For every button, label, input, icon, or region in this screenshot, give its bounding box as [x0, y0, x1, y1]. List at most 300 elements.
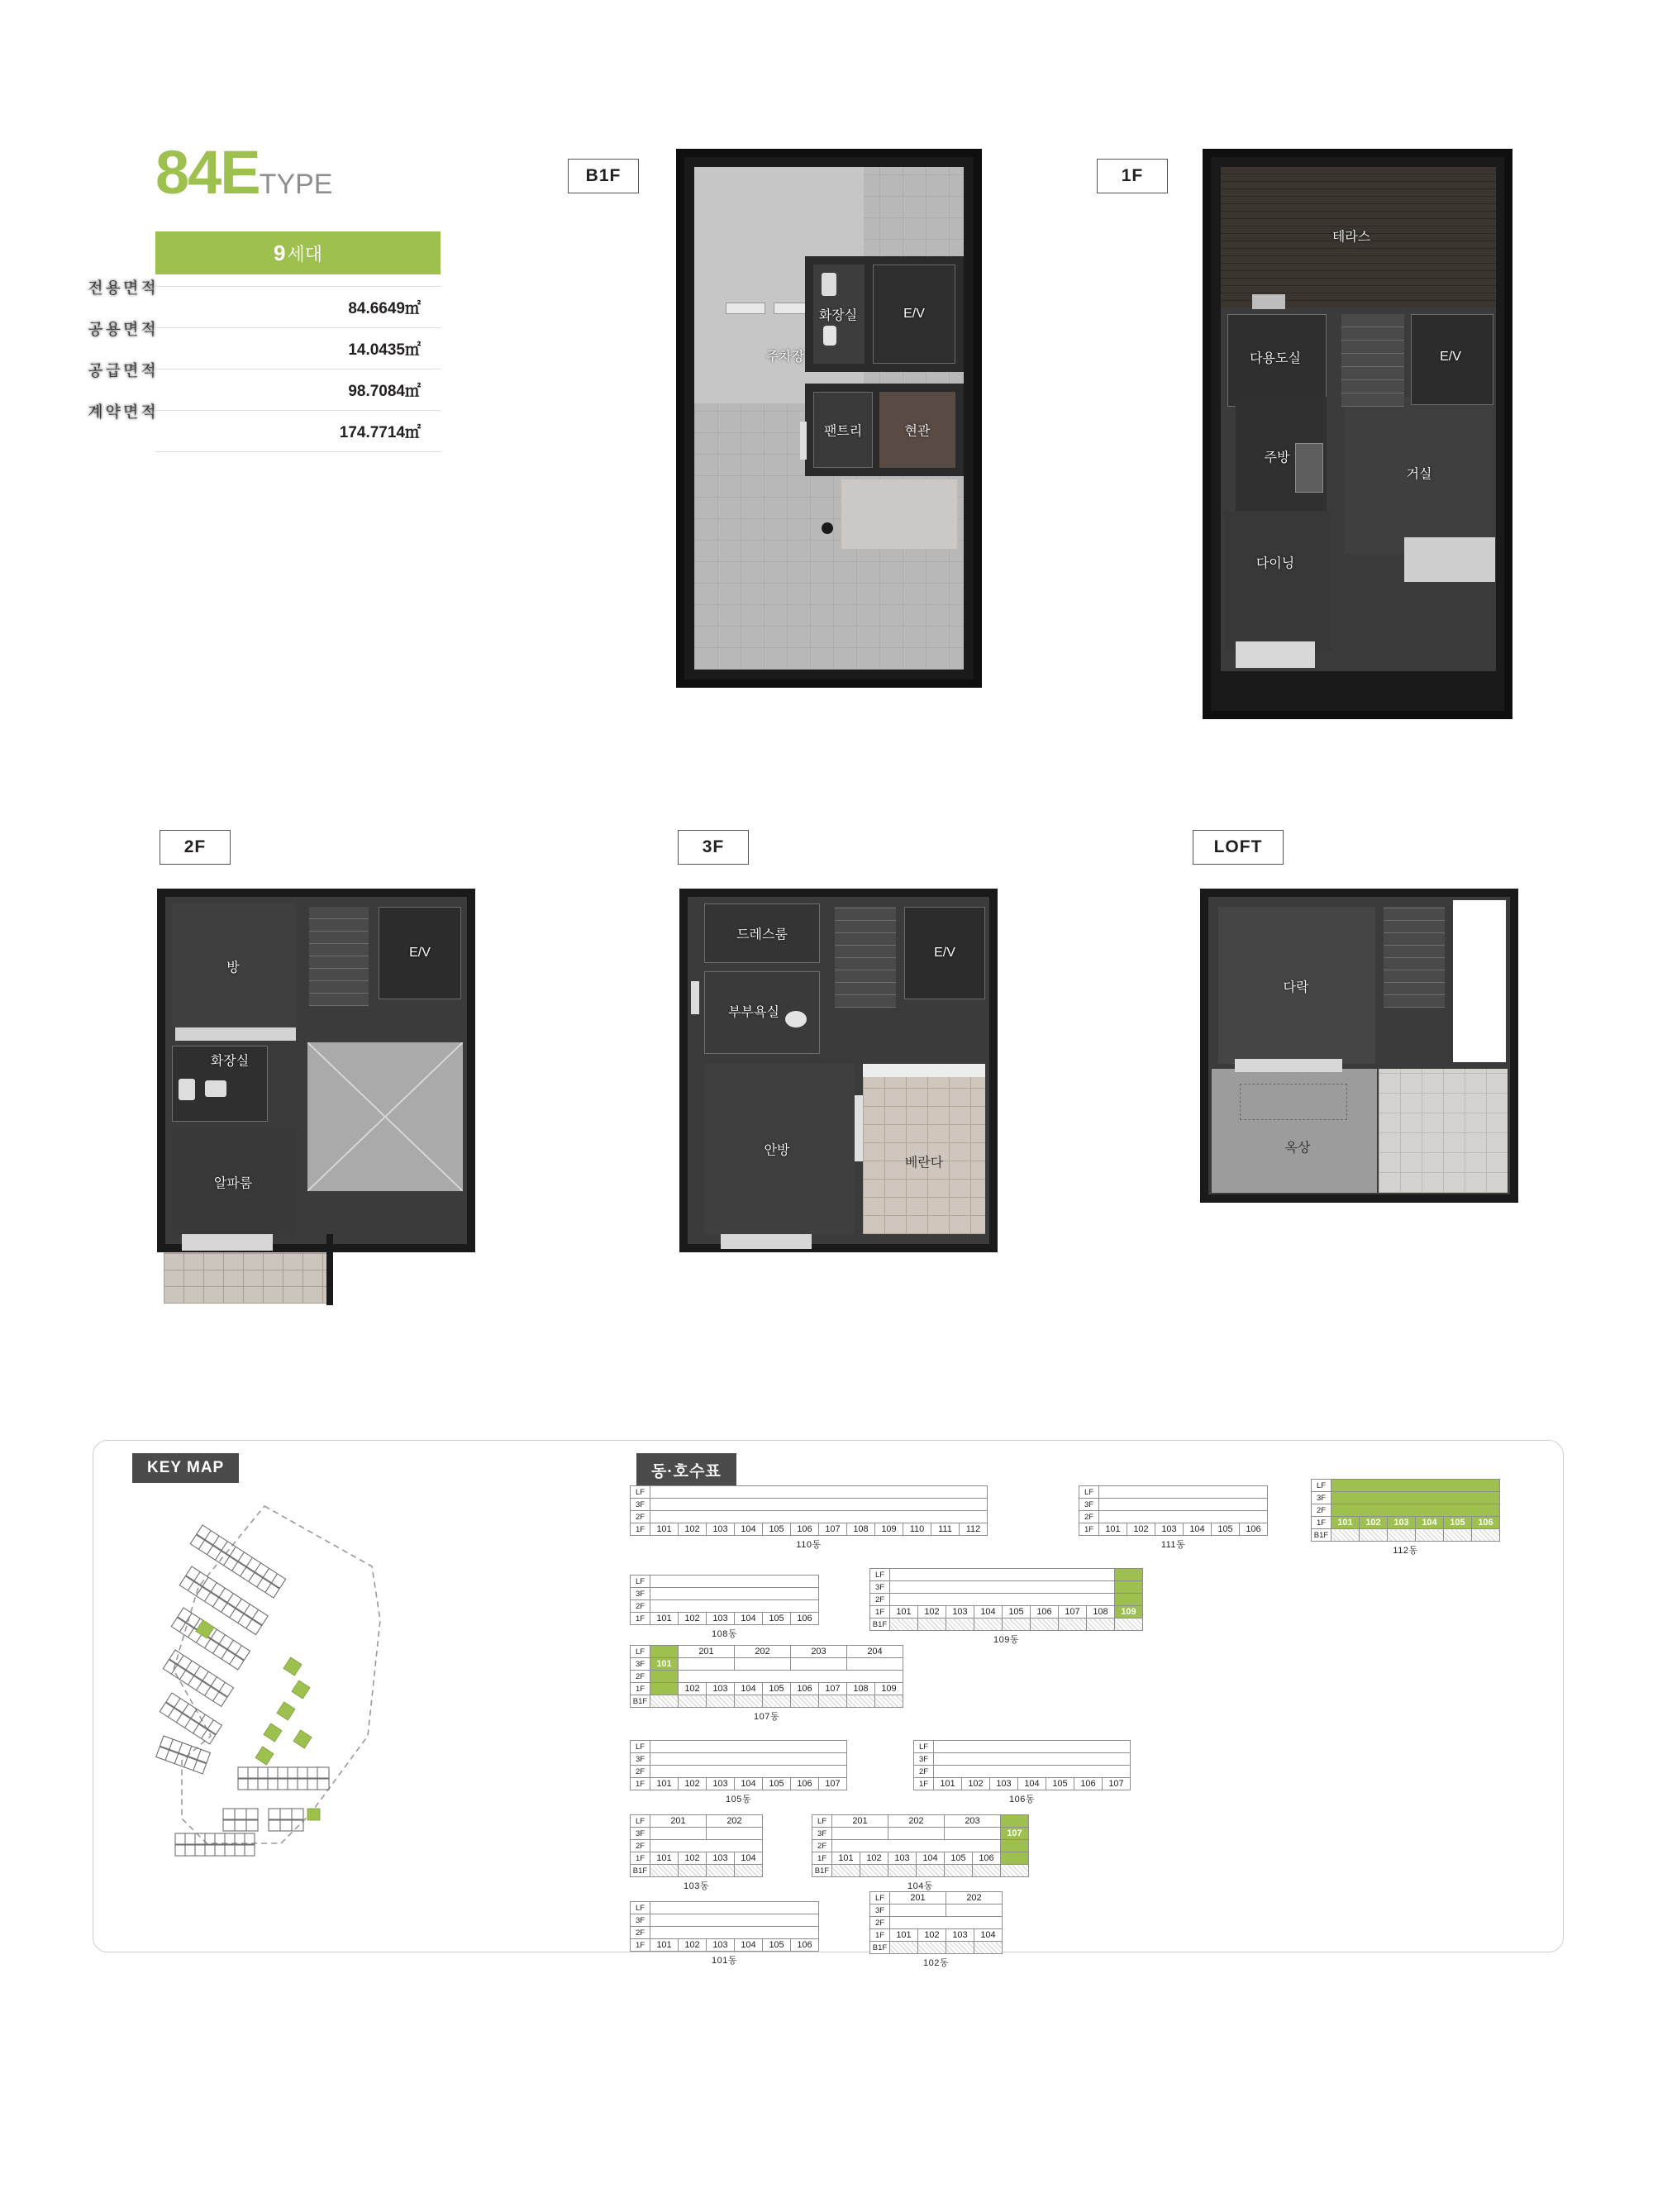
unit-cell: 106	[791, 1939, 819, 1952]
table-row	[631, 1914, 819, 1927]
table-row	[870, 1892, 1003, 1905]
table-row	[631, 1865, 763, 1877]
unit-cell: 102	[679, 1852, 707, 1865]
table-row	[631, 1939, 819, 1952]
floor-cell: 1F	[812, 1852, 832, 1865]
unit-cell: 104	[735, 1939, 763, 1952]
bath-fixture-sink	[205, 1080, 226, 1097]
unit-cell	[1416, 1529, 1444, 1542]
unit-cell	[946, 1942, 974, 1954]
room-label-terrace: 테라스	[1331, 230, 1371, 245]
table-row	[631, 1695, 903, 1708]
dong-table-108	[630, 1575, 819, 1640]
void-cross-icon	[307, 1042, 463, 1191]
bath-fixture-toilet	[823, 326, 836, 346]
door-pantry	[800, 422, 807, 460]
unit-cell: 112	[960, 1523, 988, 1536]
table-row	[631, 1486, 988, 1499]
unit-cell	[1001, 1815, 1029, 1828]
unit-cell	[1331, 1492, 1500, 1504]
bedroom-window	[721, 1234, 812, 1249]
unit-cell: 103	[990, 1778, 1018, 1790]
floor-cell: B1F	[1312, 1529, 1331, 1542]
unit-cell: 104	[735, 1683, 763, 1695]
unit-cell	[888, 1828, 945, 1840]
unit-cell	[890, 1569, 1115, 1581]
floor-cell: B1F	[631, 1865, 650, 1877]
staircase	[1341, 314, 1404, 407]
bath-door	[691, 981, 699, 1014]
unit-cell: 102	[679, 1523, 707, 1536]
floor-cell: 3F	[631, 1753, 650, 1766]
floor-label-loft: LOFT	[1193, 830, 1284, 865]
unit-cell: 105	[1046, 1778, 1074, 1790]
unit-cell: 105	[763, 1523, 791, 1536]
unit-cell	[1099, 1511, 1268, 1523]
floor-cell: LF	[631, 1646, 650, 1658]
unit-cell: 104	[974, 1606, 1003, 1618]
unit-cell: 104	[735, 1778, 763, 1790]
dong-table-109	[869, 1568, 1143, 1646]
units-label: 세대	[287, 243, 322, 265]
unit-cell	[890, 1917, 1003, 1929]
unit-cell	[650, 1865, 679, 1877]
unit-cell	[650, 1600, 819, 1613]
keymap-svg	[124, 1488, 479, 1934]
unit-cell: 201	[890, 1892, 946, 1905]
unit-cell: 106	[791, 1683, 819, 1695]
unit-cell: 103	[1388, 1517, 1416, 1529]
rooftop-dashed-outline	[1240, 1084, 1347, 1120]
veranda-window	[863, 1064, 985, 1077]
floor-cell: 3F	[631, 1828, 650, 1840]
floor-cell: 2F	[812, 1840, 832, 1852]
unit-cell	[1472, 1529, 1500, 1542]
dong-table-107	[630, 1645, 903, 1723]
room-dining	[1224, 511, 1331, 651]
floor-cell: 3F	[631, 1588, 650, 1600]
floor-drain	[822, 522, 833, 534]
unit-cell: 102	[860, 1852, 888, 1865]
unit-cell	[650, 1646, 679, 1658]
floorplan-2f	[157, 889, 488, 1306]
unit-cell	[650, 1695, 679, 1708]
room-rooftop-right	[1379, 1069, 1508, 1193]
table-row	[631, 1927, 819, 1939]
floor-cell: LF	[1079, 1486, 1099, 1499]
floor-cell: 2F	[631, 1671, 650, 1683]
table-row	[870, 1942, 1003, 1954]
entrance-porch	[841, 479, 957, 549]
floor-cell: 3F	[914, 1753, 934, 1766]
balcony-door	[182, 1234, 273, 1251]
unit-cell: 106	[973, 1852, 1001, 1865]
dong-table-103	[630, 1814, 763, 1892]
table-row	[1079, 1486, 1268, 1499]
unit-cell	[1087, 1618, 1115, 1631]
table-row	[812, 1840, 1029, 1852]
staircase	[835, 907, 896, 1008]
table-row	[914, 1778, 1131, 1790]
unit-cell	[679, 1865, 707, 1877]
unit-cell: 105	[1444, 1517, 1472, 1529]
unit-cell	[763, 1695, 791, 1708]
page-title	[155, 138, 441, 207]
unit-table	[630, 1575, 819, 1625]
floor-cell: LF	[631, 1815, 650, 1828]
unit-cell	[650, 1671, 679, 1683]
parking-marking-left	[726, 303, 765, 314]
dong-table-111	[1079, 1485, 1268, 1551]
floor-cell: LF	[631, 1902, 650, 1914]
unit-cell: 103	[707, 1852, 735, 1865]
unit-cell: 108	[847, 1523, 875, 1536]
floor-cell: 1F	[631, 1683, 650, 1695]
unit-cell: 105	[1212, 1523, 1240, 1536]
site-boundary	[174, 1506, 380, 1843]
unit-cell	[890, 1905, 946, 1917]
unit-cell: 103	[1155, 1523, 1184, 1536]
unit-cell: 102	[679, 1778, 707, 1790]
unit-table	[630, 1485, 988, 1536]
floor-cell: 3F	[631, 1499, 650, 1511]
living-balcony	[1404, 537, 1495, 582]
unit-cell	[847, 1695, 875, 1708]
unit-cell	[819, 1695, 847, 1708]
unit-cell	[832, 1865, 860, 1877]
table-row	[870, 1917, 1003, 1929]
unit-cell	[832, 1840, 1001, 1852]
unit-cell: 103	[888, 1852, 917, 1865]
unit-cell: 104	[735, 1613, 763, 1625]
unit-cell: 101	[1099, 1523, 1127, 1536]
unit-cell	[791, 1695, 819, 1708]
attic-window	[1235, 1059, 1342, 1072]
dong-table-101	[630, 1901, 819, 1966]
table-row	[870, 1581, 1143, 1594]
unit-cell	[1001, 1865, 1029, 1877]
room-label-ev: E/V	[409, 946, 431, 960]
unit-cell	[1115, 1581, 1143, 1594]
unit-cell	[890, 1581, 1115, 1594]
unit-cell	[650, 1914, 819, 1927]
unit-table	[1079, 1485, 1268, 1536]
room-label-ev: E/V	[1440, 350, 1461, 364]
room-label-veranda: 베란다	[904, 1156, 944, 1170]
room-label-dining: 다이닝	[1255, 556, 1295, 571]
table-row	[1079, 1511, 1268, 1523]
table-row	[1079, 1523, 1268, 1536]
unit-cell	[832, 1828, 888, 1840]
unit-table	[869, 1891, 1003, 1954]
table-row	[870, 1905, 1003, 1917]
table-row	[914, 1741, 1131, 1753]
table-row	[631, 1902, 819, 1914]
unit-cell: 102	[962, 1778, 990, 1790]
table-row	[631, 1852, 763, 1865]
unit-cell	[650, 1828, 707, 1840]
unit-cell: 108	[1087, 1606, 1115, 1618]
room-label-alpha: 알파룸	[213, 1176, 253, 1191]
unit-cell	[847, 1658, 903, 1671]
dong-table-112	[1311, 1479, 1500, 1557]
dong-table-106	[913, 1740, 1131, 1805]
table-row	[1079, 1499, 1268, 1511]
floor-cell: LF	[812, 1815, 832, 1828]
unit-cell: 106	[791, 1778, 819, 1790]
floor-cell: 2F	[870, 1594, 890, 1606]
unit-cell	[918, 1942, 946, 1954]
dong-caption: 109동	[993, 1635, 1019, 1645]
floor-cell: LF	[631, 1576, 650, 1588]
unit-cell: 201	[650, 1815, 707, 1828]
unit-cell: 107	[819, 1778, 847, 1790]
floor-cell: 2F	[631, 1766, 650, 1778]
unit-cell	[934, 1753, 1131, 1766]
table-row	[914, 1766, 1131, 1778]
floor-cell: 1F	[1312, 1517, 1331, 1529]
unit-cell	[934, 1766, 1131, 1778]
unit-cell: 101	[934, 1778, 962, 1790]
floor-cell: 3F	[812, 1828, 832, 1840]
unit-cell	[1001, 1852, 1029, 1865]
unit-cell	[934, 1741, 1131, 1753]
table-row	[631, 1523, 988, 1536]
room-label-living: 거실	[1406, 467, 1432, 482]
table-row	[631, 1840, 763, 1852]
unit-cell: 101	[650, 1613, 679, 1625]
bath-fixture-toilet	[179, 1079, 195, 1100]
unit-cell: 101	[832, 1852, 860, 1865]
keymap-tag: KEY MAP	[132, 1453, 239, 1483]
table-row	[870, 1606, 1143, 1618]
unit-table	[630, 1740, 847, 1790]
unit-cell: 103	[707, 1778, 735, 1790]
bath-fixture-tub	[785, 1011, 807, 1027]
unit-table	[630, 1645, 903, 1708]
unit-cell	[707, 1828, 763, 1840]
unit-cell: 105	[763, 1613, 791, 1625]
area-value: 84.6649㎡	[348, 300, 421, 317]
unit-cell	[875, 1695, 903, 1708]
floorplan-b1f	[676, 149, 982, 688]
floor-cell: 1F	[870, 1929, 890, 1942]
unit-cell	[1099, 1499, 1268, 1511]
unit-cell	[1031, 1618, 1059, 1631]
floor-cell: 1F	[631, 1852, 650, 1865]
unit-cell: 110	[903, 1523, 931, 1536]
floor-cell: 2F	[631, 1927, 650, 1939]
room-label-bath: 화장실	[210, 1054, 250, 1069]
floor-cell: 3F	[1312, 1492, 1331, 1504]
table-row	[631, 1828, 763, 1840]
table-row	[631, 1600, 819, 1613]
unit-cell	[1115, 1618, 1143, 1631]
dong-caption: 104동	[907, 1881, 933, 1891]
unit-cell	[1331, 1529, 1360, 1542]
dong-table-tag: 동·호수표	[636, 1453, 736, 1487]
unit-cell	[707, 1695, 735, 1708]
floor-cell: 2F	[914, 1766, 934, 1778]
floor-label-1f: 1F	[1097, 159, 1168, 193]
table-row	[631, 1766, 847, 1778]
unit-cell	[650, 1766, 847, 1778]
table-row	[1312, 1504, 1500, 1517]
room-label-pantry: 팬트리	[823, 424, 863, 439]
dong-caption: 108동	[712, 1629, 737, 1639]
unit-cell: 104	[735, 1852, 763, 1865]
floor-cell: 2F	[1079, 1511, 1099, 1523]
dong-table-105	[630, 1740, 847, 1805]
room-label-master-bedroom: 안방	[764, 1143, 790, 1158]
unit-cell: 106	[1074, 1778, 1103, 1790]
floor-cell: LF	[870, 1892, 890, 1905]
room-label-utility: 다용도실	[1250, 351, 1301, 366]
table-row	[914, 1753, 1131, 1766]
table-row	[631, 1588, 819, 1600]
area-value: 98.7084㎡	[348, 383, 421, 400]
floor-cell: B1F	[812, 1865, 832, 1877]
unit-cell: 105	[945, 1852, 973, 1865]
dong-caption: 103동	[684, 1881, 709, 1891]
floor-label-3f: 3F	[678, 830, 749, 865]
unit-cell	[860, 1865, 888, 1877]
unit-table	[812, 1814, 1029, 1877]
area-label: 계약면적	[88, 403, 159, 422]
floor-cell: 2F	[870, 1917, 890, 1929]
unit-cell	[1444, 1529, 1472, 1542]
floor-cell: 2F	[1312, 1504, 1331, 1517]
unit-cell: 103	[707, 1939, 735, 1952]
unit-cell	[888, 1865, 917, 1877]
table-row	[631, 1778, 847, 1790]
staircase	[309, 907, 369, 1006]
unit-cell	[650, 1588, 819, 1600]
kitchen-island	[1295, 443, 1323, 493]
unit-cell	[1115, 1569, 1143, 1581]
table-row	[1312, 1529, 1500, 1542]
unit-cell: 106	[1031, 1606, 1059, 1618]
unit-cell	[890, 1594, 1115, 1606]
unit-cell	[974, 1618, 1003, 1631]
unit-cell: 102	[918, 1929, 946, 1942]
table-row	[1312, 1517, 1500, 1529]
unit-cell: 103	[946, 1929, 974, 1942]
unit-cell: 101	[650, 1939, 679, 1952]
unit-cell	[890, 1942, 918, 1954]
room-label-entrance: 현관	[904, 424, 931, 439]
unit-cell	[707, 1865, 735, 1877]
table-row	[631, 1658, 903, 1671]
area-table	[88, 279, 441, 452]
unit-cell: 104	[1184, 1523, 1212, 1536]
dong-caption: 112동	[1393, 1546, 1418, 1556]
unit-cell: 101	[650, 1778, 679, 1790]
balcony-wall	[326, 1234, 333, 1305]
unit-table	[869, 1568, 1143, 1631]
unit-cell	[945, 1865, 973, 1877]
unit-cell: 101	[890, 1606, 918, 1618]
unit-cell: 204	[847, 1646, 903, 1658]
unit-cell	[1059, 1618, 1087, 1631]
unit-cell	[679, 1695, 707, 1708]
unit-cell: 101	[1331, 1517, 1360, 1529]
unit-cell: 104	[1018, 1778, 1046, 1790]
unit-cell: 201	[832, 1815, 888, 1828]
table-row	[1312, 1492, 1500, 1504]
unit-cell: 202	[707, 1815, 763, 1828]
unit-cell	[679, 1658, 735, 1671]
floor-cell: 3F	[631, 1914, 650, 1927]
unit-cell	[650, 1576, 819, 1588]
unit-cell: 104	[1416, 1517, 1444, 1529]
unit-cell	[735, 1695, 763, 1708]
terrace-door	[1252, 294, 1285, 309]
table-row	[870, 1569, 1143, 1581]
unit-cell: 202	[888, 1815, 945, 1828]
floor-label-b1f: B1F	[568, 159, 639, 193]
area-value: 14.0435㎡	[348, 341, 421, 359]
floor-cell: 2F	[631, 1840, 650, 1852]
room-label-master-bath: 부부욕실	[728, 1005, 779, 1020]
unit-table	[630, 1901, 819, 1952]
room-label-attic: 다락	[1283, 980, 1309, 995]
unit-cell: 105	[763, 1778, 791, 1790]
room-label-ev: E/V	[903, 307, 925, 321]
bedroom-door	[175, 1027, 296, 1041]
room-label-dressroom: 드레스룸	[736, 927, 788, 942]
unit-cell	[650, 1902, 819, 1914]
floor-cell: 3F	[870, 1581, 890, 1594]
unit-cell	[735, 1865, 763, 1877]
unit-cell	[918, 1618, 946, 1631]
floor-cell: 3F	[631, 1658, 650, 1671]
dong-caption: 102동	[923, 1958, 949, 1968]
dong-caption: 107동	[754, 1712, 779, 1722]
window-dining	[1236, 641, 1315, 668]
unit-cell: 103	[946, 1606, 974, 1618]
unit-cell	[650, 1683, 679, 1695]
floor-cell: B1F	[631, 1695, 650, 1708]
room-label-rooftop: 옥상	[1284, 1141, 1311, 1156]
floor-cell: LF	[914, 1741, 934, 1753]
unit-cell: 111	[931, 1523, 960, 1536]
table-row	[631, 1511, 988, 1523]
floorplan-loft	[1200, 889, 1527, 1261]
unit-cell	[917, 1865, 945, 1877]
unit-cell	[650, 1486, 988, 1499]
unit-cell: 105	[1003, 1606, 1031, 1618]
unit-cell: 102	[918, 1606, 946, 1618]
type-summary-block	[88, 138, 441, 452]
table-row	[631, 1499, 988, 1511]
dong-table-104	[812, 1814, 1029, 1892]
unit-cell: 102	[679, 1613, 707, 1625]
unit-cell	[650, 1840, 763, 1852]
floorplan-3f	[679, 889, 1006, 1261]
floor-cell: 1F	[1079, 1523, 1099, 1536]
floor-cell: LF	[870, 1569, 890, 1581]
unit-table	[630, 1814, 763, 1877]
floor-cell: 3F	[870, 1905, 890, 1917]
unit-cell: 107	[819, 1683, 847, 1695]
unit-cell: 203	[791, 1646, 847, 1658]
bath-fixture-sink	[822, 273, 836, 296]
floor-cell: 2F	[631, 1600, 650, 1613]
unit-table	[913, 1740, 1131, 1790]
balcony-tiles	[164, 1252, 329, 1304]
unit-cell: 101	[650, 1523, 679, 1536]
